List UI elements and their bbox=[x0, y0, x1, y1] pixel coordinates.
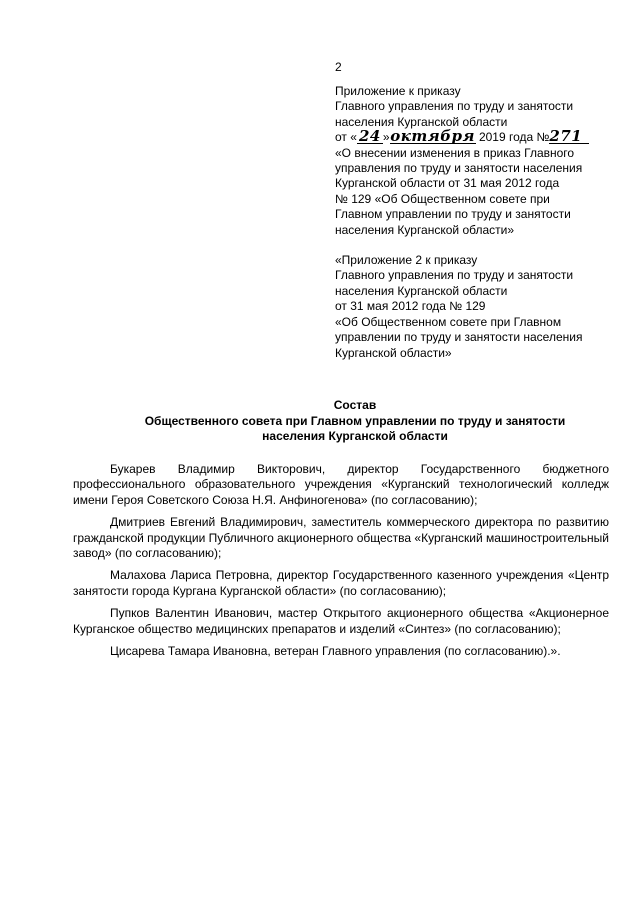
heading-subtitle: населения Курганской области bbox=[262, 429, 448, 443]
member-entry: Дмитриев Евгений Владимирович, заместитель коммерческого директора по развитию гражданской продукции Публичного акционерного общества «Курганский машиностроительный завод» (по согласованию); bbox=[73, 515, 609, 561]
appendix-line: Курганской области от 31 мая 2012 года bbox=[335, 176, 560, 191]
page-number: 2 bbox=[335, 60, 342, 74]
order-date-line bbox=[335, 127, 630, 146]
member-entry: Малахова Лариса Петровна, директор Государственного казенного учреждения «Центр занятости города Кургана Курганской области» (по согласованию); bbox=[73, 568, 609, 598]
handwritten-day: 24 bbox=[357, 130, 383, 144]
member-entry: Цисарева Тамара Ивановна, ветеран Главного управления (по согласованию).». bbox=[110, 644, 561, 659]
heading-title: Состав bbox=[333, 398, 377, 412]
appendix-line: населения Курганской области» bbox=[335, 222, 515, 237]
date-mid: » bbox=[382, 130, 390, 145]
appendix-line: от 31 мая 2012 года № 129 bbox=[335, 299, 486, 314]
appendix-line: населения Курганской области bbox=[335, 114, 508, 129]
handwritten-order-number: 271 bbox=[549, 130, 589, 144]
appendix-line: Курганской области» bbox=[335, 345, 452, 360]
appendix-line: Главном управлении по труду и занятости bbox=[335, 207, 571, 222]
members-list bbox=[73, 462, 609, 666]
date-year: 2019 года № bbox=[478, 130, 550, 145]
date-prefix: от « bbox=[335, 130, 357, 145]
appendix-line: управления по труду и занятости населения bbox=[335, 161, 583, 176]
handwritten-month: октября bbox=[390, 127, 475, 146]
member-entry: Пупков Валентин Иванович, мастер Открытого акционерного общества «Акционерное Курганское общество медицинских препаратов и изделий «Синтез» (по согласованию); bbox=[73, 606, 609, 636]
appendix-line: населения Курганской области bbox=[335, 283, 508, 298]
appendix-line: управлении по труду и занятости населения bbox=[335, 330, 583, 345]
appendix-line: «О внесении изменения в приказ Главного bbox=[335, 145, 575, 160]
heading-subtitle: Общественного совета при Главном управлении по труду и занятости bbox=[144, 413, 566, 428]
composition-heading bbox=[70, 398, 640, 445]
member-entry: Букарев Владимир Викторович, директор Государственного бюджетного профессионального образовательного учреждения «Курганский технологический колледж имени Героя Советского Союза Н.Я. Анфиногенова» (по согласованию); bbox=[73, 462, 609, 507]
appendix-block bbox=[335, 84, 630, 361]
appendix-line: Приложение к приказу bbox=[335, 84, 461, 98]
appendix-line: Главного управления по труду и занятости bbox=[335, 99, 574, 114]
appendix-line: Главного управления по труду и занятости bbox=[335, 268, 574, 283]
appendix-line: № 129 «Об Общественном совете при bbox=[335, 191, 550, 206]
appendix-line: «Об Общественном совете при Главном bbox=[335, 314, 562, 329]
appendix-line: «Приложение 2 к приказу bbox=[335, 253, 478, 268]
